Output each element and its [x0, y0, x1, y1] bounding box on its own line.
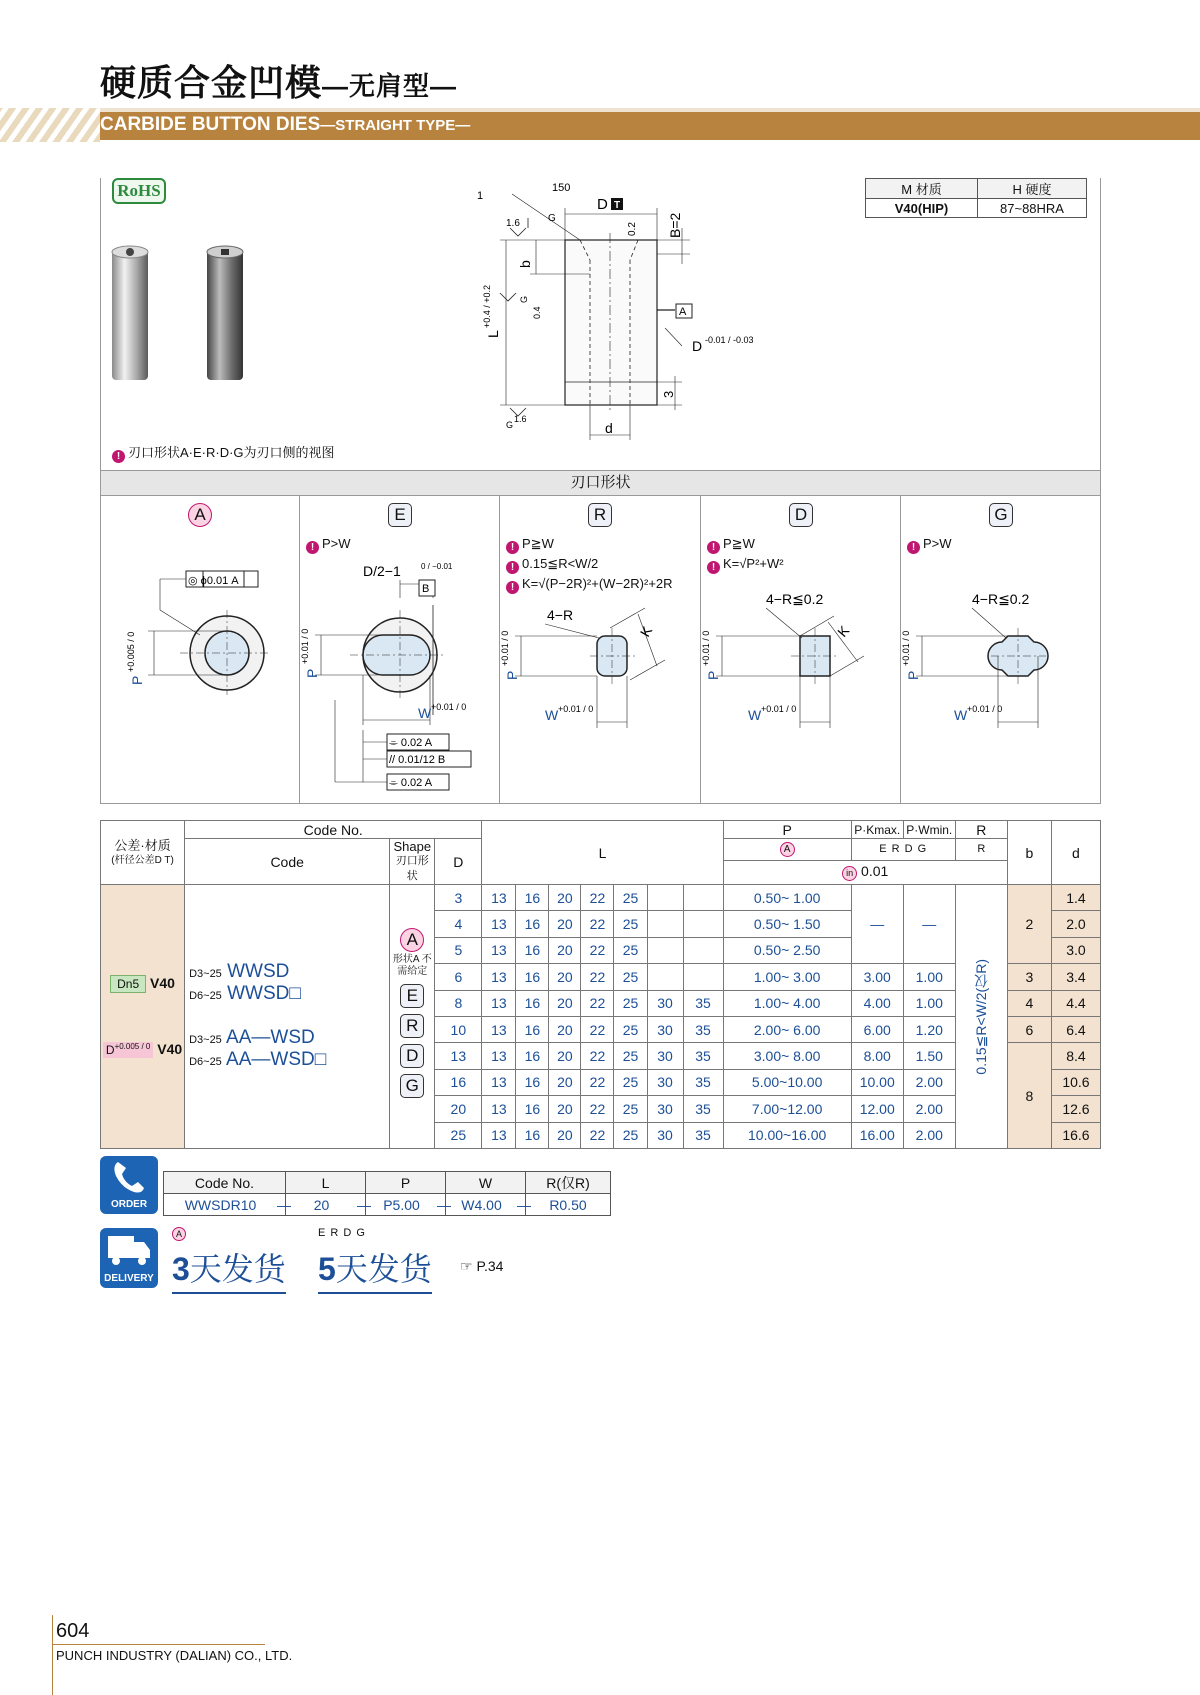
svg-text:1.6: 1.6	[506, 218, 520, 229]
svg-text:P: P	[304, 668, 320, 678]
material-header: M 材质	[866, 179, 978, 199]
svg-text:⌯ 0.02 A: ⌯ 0.02 A	[389, 737, 433, 749]
svg-text:K: K	[834, 622, 853, 640]
shape-header: Shape 刃口形状	[390, 839, 435, 885]
pk-dash: —	[851, 885, 903, 964]
pkmax-header: P·Kmax.	[851, 821, 903, 839]
svg-text:+0.01 / 0: +0.01 / 0	[558, 704, 594, 714]
svg-text:+0.01 / 0: +0.01 / 0	[300, 628, 310, 664]
svg-text:+0.01 / 0: +0.01 / 0	[967, 704, 1003, 714]
shape-section-title: 刃口形状	[100, 470, 1101, 496]
material-value: V40(HIP)	[866, 199, 978, 218]
svg-text:B=2: B=2	[667, 212, 683, 238]
svg-text:⌯ 0.02 A: ⌯ 0.02 A	[389, 777, 433, 789]
svg-text:D: D	[692, 338, 703, 354]
tolerance-in-row: in 0.01	[723, 860, 1007, 884]
header-hatch	[0, 108, 100, 142]
shape-r-conditions: ! P≧W ! 0.15≦R<W/2 ! K=√(P−2R)²+(W−2R)²+2R	[506, 534, 673, 594]
svg-text:W: W	[954, 707, 968, 723]
svg-text:G: G	[506, 420, 514, 430]
b-cell: 2	[1007, 885, 1051, 964]
b-header: b	[1007, 821, 1051, 885]
svg-text:b: b	[517, 260, 533, 268]
code-header: Code	[185, 839, 390, 885]
svg-text:P: P	[705, 670, 721, 680]
svg-text:K: K	[636, 623, 656, 640]
svg-text:4−R≦0.2: 4−R≦0.2	[766, 591, 824, 607]
row-d: 3	[435, 885, 482, 911]
order-code: WWSDR10 —	[164, 1194, 286, 1216]
svg-text:D/2−1: D/2−1	[363, 563, 401, 579]
pw-dash: —	[903, 885, 955, 964]
tol-material-header: 公差·材质 (杆径公差D T)	[101, 821, 185, 885]
svg-text:+0.01 / 0: +0.01 / 0	[431, 702, 467, 712]
shape-d-drawing	[701, 580, 901, 740]
svg-text:+0.4 / +0.2: +0.4 / +0.2	[482, 284, 492, 328]
shape-r-label: R	[588, 503, 612, 527]
svg-text:P: P	[905, 670, 921, 680]
l-header: L	[482, 821, 723, 885]
shape-d-conditions: ! P≧W ! K=√P²+W²	[707, 534, 784, 574]
row-p: 0.50~ 1.00	[723, 885, 851, 911]
svg-text:+0.01 / 0: +0.01 / 0	[761, 704, 797, 714]
svg-text:B: B	[422, 583, 430, 595]
svg-text:+0.005 / 0: +0.005 / 0	[126, 631, 136, 672]
svg-text:W: W	[545, 707, 559, 723]
page-reference: ☞ P.34	[460, 1258, 504, 1274]
svg-text:0.2: 0.2	[627, 222, 638, 236]
svg-text:+0.01 / 0: +0.01 / 0	[500, 630, 510, 666]
delivery-5-days: 5天发货	[318, 1244, 432, 1294]
svg-text:+0.01 / 0: +0.01 / 0	[901, 630, 911, 666]
d-small-header: d	[1051, 821, 1100, 885]
order-icon: ORDER	[100, 1156, 158, 1214]
svg-text:-0.01 / -0.03: -0.01 / -0.03	[705, 335, 754, 345]
delivery-3-days: 3天发货	[172, 1244, 286, 1294]
d-header: D	[435, 839, 482, 885]
svg-text:◎ ϕ0.01 A: ◎ ϕ0.01 A	[188, 575, 239, 587]
footer-rule-v	[52, 1615, 53, 1695]
svg-text:4−R: 4−R	[547, 607, 574, 623]
company-name: PUNCH INDUSTRY (DALIAN) CO., LTD.	[56, 1648, 293, 1663]
svg-text:P: P	[504, 670, 520, 680]
shape-r-drawing	[500, 600, 700, 740]
shape-a-drawing	[120, 560, 290, 710]
svg-text:150: 150	[552, 182, 571, 194]
svg-text:0 / −0.01: 0 / −0.01	[421, 562, 453, 571]
p-shape-a: A	[723, 839, 851, 861]
footer-rule-h	[52, 1644, 265, 1645]
shape-g-drawing	[901, 580, 1101, 740]
tolerance-material-cell: Dn5 V40 $D^{+0.005 / 0}$ V40	[101, 885, 185, 1149]
technical-drawing	[470, 178, 754, 448]
shape-a-label: A	[188, 503, 212, 527]
svg-text:1.6: 1.6	[514, 414, 527, 424]
page-number: 604	[56, 1620, 90, 1642]
delivery-icon: DELIVERY	[100, 1228, 158, 1288]
rohs-badge: RoHS	[112, 178, 166, 204]
row-d-small: 1.4	[1051, 885, 1100, 911]
svg-text:G: G	[548, 213, 556, 224]
p-header: P	[723, 821, 851, 839]
svg-text:1: 1	[477, 190, 484, 202]
r-shape: R	[955, 839, 1007, 861]
svg-text:W: W	[418, 705, 432, 721]
svg-text:4−R≦0.2: 4−R≦0.2	[972, 591, 1030, 607]
svg-text:// 0.01/12 B: // 0.01/12 B	[389, 754, 446, 766]
r-header: R	[955, 821, 1007, 839]
svg-text:D: D	[597, 196, 608, 213]
product-photo	[105, 240, 265, 390]
svg-text:d: d	[605, 420, 613, 436]
hardness-value: 87~88HRA	[978, 199, 1087, 218]
shape-e-drawing	[300, 560, 500, 790]
shape-e-conditions: ! P>W	[306, 534, 351, 554]
delivery-a-tag: A	[172, 1227, 186, 1241]
svg-text:L: L	[485, 330, 501, 338]
svg-text:+0.01 / 0: +0.01 / 0	[701, 630, 711, 666]
r-range-cell: 0.15≦R<W/2(仅R)	[955, 885, 1007, 1149]
shape-e-label: E	[388, 503, 412, 527]
svg-text:W: W	[748, 707, 762, 723]
info-icon: !	[112, 450, 125, 463]
svg-text:3: 3	[661, 390, 676, 398]
svg-text:G: G	[519, 295, 529, 303]
svg-text:P: P	[129, 675, 145, 685]
delivery-edg-tag: E R D G	[318, 1227, 366, 1239]
shape-cell: A 形状A 不需给定 E R D G	[390, 885, 435, 1149]
spec-table: 公差·材质 (杆径公差D T) Code No. L P P·Kmax. P·Wmin. R b d Code Shape 刃口形状 D A E R D G R in 0.01 Dn5 V40 $D^{+0.005 / 0}$ V40 D3~25 WWSD D6~25 WWSD□ D3~25 AA—WSD D6~25 AA—WSD□ A 形状A 不需给定 E R D G 3 13 16 20 22 25 0.50~ 1.00 — — 0.15≦R<W/2(仅R) 2 1.4 4 13 16 20 22 25 0.50~ 1.50 2.0 5 13 16 20 22 25 0.50~ 2.50 3.0 6 13 16 20 22 25 1.00~ 3.00 3.00 1.00 3 3.4 8 13 16 20 22 25 30 35 1.00~ 4.00 4.00 1.00 4 4.4 10 13 16 20 22 25 30 35 2.00~ 6.00 6.00 1.20 6 6.4 13 13 16 20 22 25 30 35 3.00~ 8.00 8.00 1.50 8 8.4 16 13 16 20 22 25 30 35 5.00~10.00 10.00 2.00 10.6 20 13 16 20 22 25 30 35 7.00~12.00 12.00 2.00 12.6 25 13 16 20 22 25 30 35 10.00~16.00 16.00 2.00 16.6	[100, 820, 1101, 1149]
code-no-header: Code No.	[185, 821, 482, 839]
page-title: 硬质合金凹模—无肩型—	[100, 62, 458, 103]
svg-text:A: A	[679, 306, 687, 318]
shape-d-label: D	[789, 503, 813, 527]
svg-text:T: T	[614, 200, 621, 211]
shape-view-note: ! 刃口形状A·E·R·D·G为刃口侧的视图	[112, 442, 335, 463]
shape-g-label: G	[989, 503, 1013, 527]
pwmin-header: P·Wmin.	[903, 821, 955, 839]
material-table	[865, 178, 1087, 218]
page-title-en: CARBIDE BUTTON DIES—STRAIGHT TYPE—	[100, 114, 471, 135]
order-table: Code No. L P W R(仅R) WWSDR10 — 20 — P5.00 — W4.00 — R0.50	[163, 1171, 611, 1216]
code-cell: D3~25 WWSD D6~25 WWSD□ D3~25 AA—WSD D6~25 AA—WSD□	[185, 885, 390, 1149]
shape-g-conditions: ! P>W	[907, 534, 952, 554]
pk-shapes: E R D G	[851, 839, 955, 861]
svg-text:0.4: 0.4	[532, 306, 542, 319]
hardness-header: H 硬度	[978, 179, 1087, 199]
